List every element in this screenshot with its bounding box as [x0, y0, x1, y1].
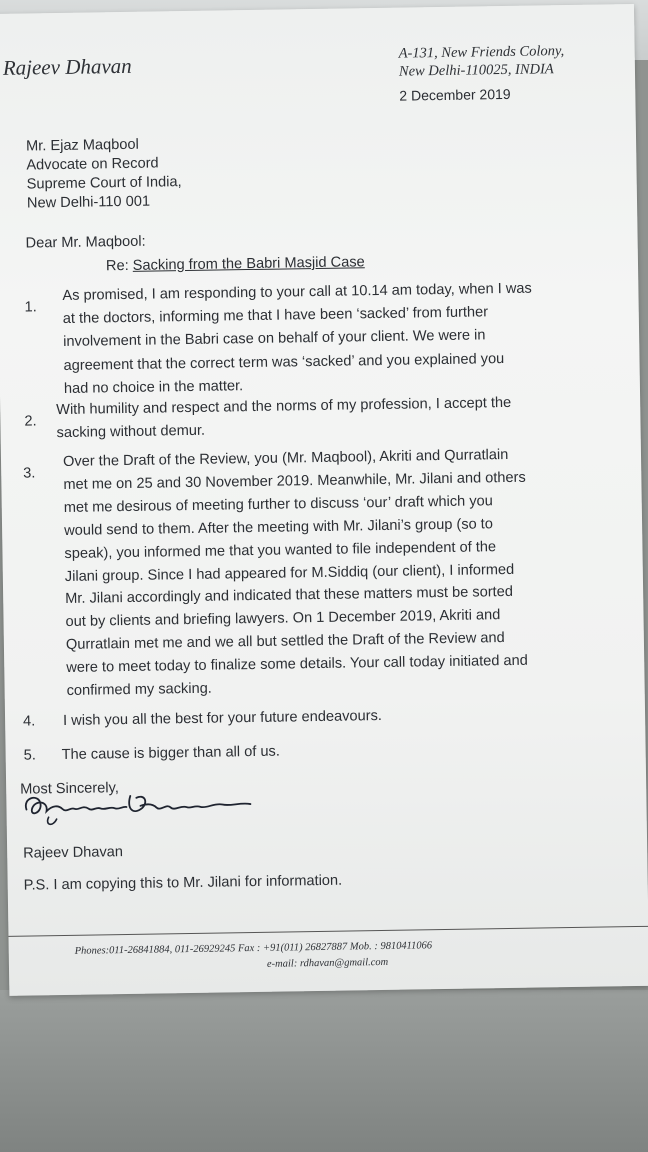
signature-name: Rajeev Dhavan — [23, 844, 124, 862]
paragraph-line: confirmed my sacking. — [66, 680, 212, 700]
closing: Most Sincerely, — [20, 780, 119, 798]
paragraph-line: had no choice in the matter. — [63, 377, 244, 397]
paragraph-line: Over the Draft of the Review, you (Mr. Maqbool), Akriti and Qurratlain — [62, 446, 509, 470]
paragraph-line: met me desirous of meeting further to discuss ‘our’ draft which you — [63, 493, 493, 516]
background-bottom — [0, 990, 648, 1152]
paragraph-number: 5. — [23, 747, 36, 764]
paragraph-line: sacking without demur. — [56, 422, 206, 442]
paragraph-5 — [62, 738, 622, 763]
paragraph-line: at the doctors, informing me that I have been ‘sacked’ from further — [62, 304, 489, 328]
footer-divider — [8, 926, 648, 937]
paragraph-line: Jilani group. Since I had appeared for M.Siddiq (our client), I informed — [64, 561, 515, 585]
paragraph-number: 2. — [24, 413, 37, 430]
letterhead-address-line2: New Delhi-110025, INDIA — [398, 61, 554, 80]
salutation: Dear Mr. Maqbool: — [25, 233, 146, 252]
paragraph-line: Mr. Jilani accordingly and indicated that these matters must be sorted — [65, 584, 514, 608]
paragraph-line: would send to them. After the meeting with Mr. Jilani’s group (so to — [63, 515, 494, 539]
footer-phones: Phones:011-26841884, 011-26929245 Fax : +91(011) 26827887 Mob. : 9810411066 — [74, 940, 433, 957]
paragraph-line: were to meet today to finalize some details. Your call today initiated and — [66, 652, 528, 677]
recipient-line: Advocate on Record — [26, 155, 159, 174]
recipient-line: Supreme Court of India, — [26, 174, 182, 193]
postscript: P.S. I am copying this to Mr. Jilani for information. — [23, 872, 343, 894]
letter-date: 2 December 2019 — [399, 85, 511, 104]
paragraph-line: agreement that the correct term was ‘sacked’ and you explained you — [63, 350, 505, 374]
re-line — [106, 254, 365, 274]
footer-email: e-mail: rdhavan@gmail.com — [266, 956, 389, 970]
paragraph-line: speak), you informed me that you wanted to file independent of the — [64, 538, 497, 562]
paragraph-line: involvement in the Babri case on behalf of your client. We were in — [63, 327, 486, 351]
paragraph-number: 1. — [24, 299, 37, 316]
re-subject: Sacking from the Babri Masjid Case — [132, 254, 365, 274]
paragraph-line: I wish you all the best for your future endeavours. — [62, 707, 383, 730]
letterhead-address-line1: A-131, New Friends Colony, — [398, 43, 565, 62]
paragraph-line: Qurratlain met me and we all but settled the Draft of the Review and — [65, 630, 505, 654]
paragraph-line: out by clients and briefing lawyers. On 1 December 2019, Akriti and — [65, 607, 501, 631]
paragraph-line: met me on 25 and 30 November 2019. Meanwhile, Mr. Jilani and others — [63, 469, 526, 493]
recipient-block — [26, 135, 182, 213]
recipient-line: New Delhi-110 001 — [26, 193, 151, 212]
paragraph-number: 4. — [22, 713, 36, 730]
signature — [18, 784, 259, 828]
paragraph-3 — [63, 442, 632, 703]
paragraph-4 — [63, 704, 623, 729]
paragraph-line: The cause is bigger than all of us. — [61, 743, 280, 764]
paragraph-2 — [56, 390, 627, 445]
paragraph-number: 3. — [23, 465, 36, 482]
paragraph-line: As promised, I am responding to your call at 10.14 am today, when I was — [62, 280, 532, 304]
paragraph-1 — [62, 276, 624, 401]
letterhead-name: Rajeev Dhavan — [2, 53, 132, 80]
recipient-line: Mr. Ejaz Maqbool — [25, 136, 139, 155]
re-prefix: Re: — [105, 257, 133, 275]
paragraph-line: With humility and respect and the norms of my profession, I accept the — [56, 394, 512, 419]
letter-page — [0, 4, 648, 996]
